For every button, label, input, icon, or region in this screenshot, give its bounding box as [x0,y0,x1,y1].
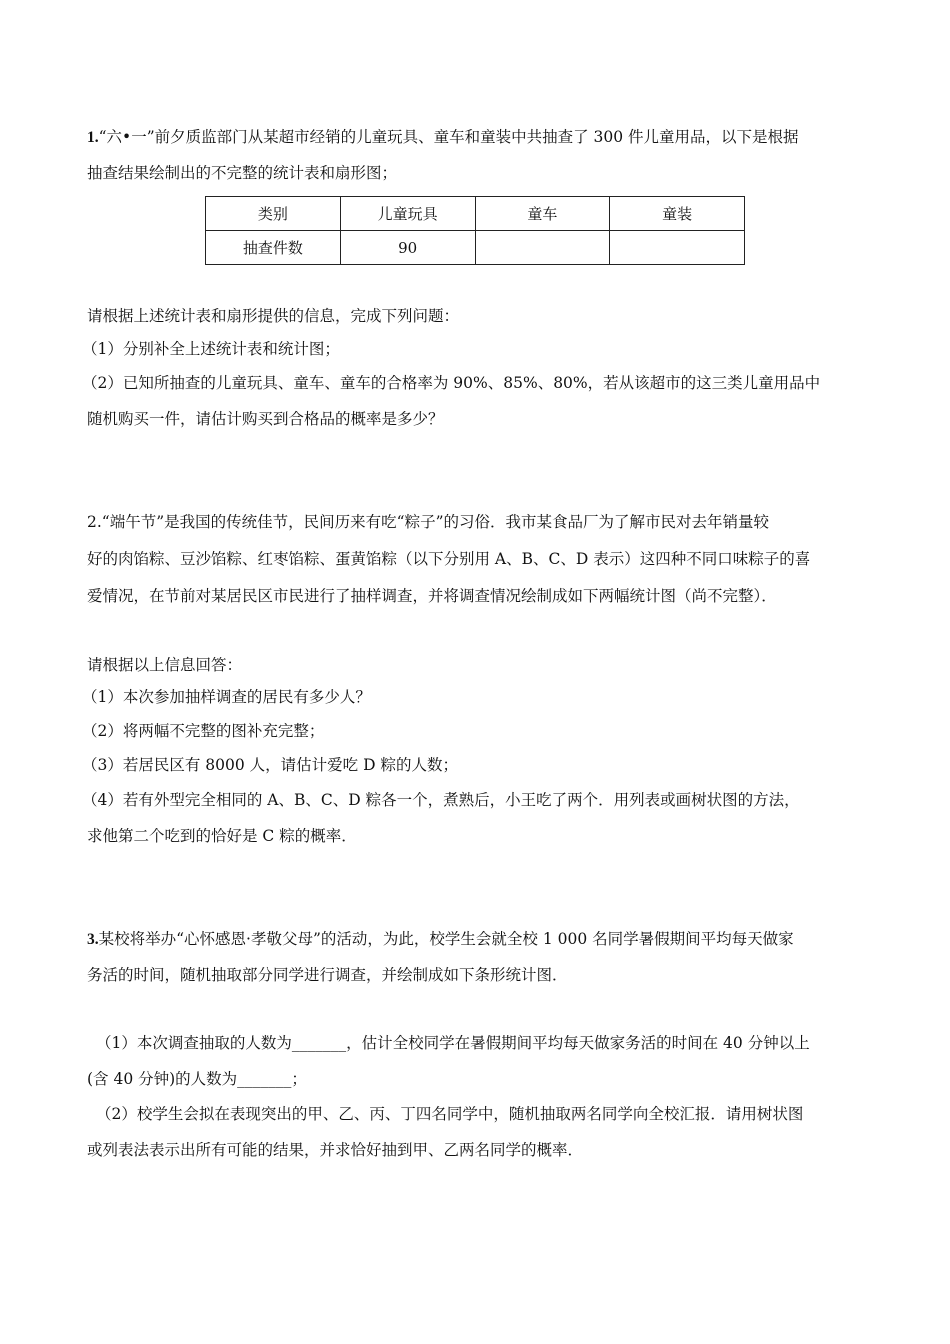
q2-sub4-line2: 求他第二个吃到的恰好是 C 粽的概率． [87,827,357,845]
table-header-cell: 童装 [610,197,745,231]
q3-line2: 务活的时间，随机抽取部分同学进行调查，并绘制成如下条形统计图． [87,966,568,984]
table-header-cell: 儿童玩具 [340,197,475,231]
q3-number: 3. [87,931,99,948]
q2-sub3: （3）若居民区有 8000 人，请估计爱吃 D 粽的人数； [82,756,458,774]
q3-sub2-line1: （2）校学生会拟在表现突出的甲、乙、丙、丁四名同学中，随机抽取两名同学向全校汇报．请用树状图 [96,1105,804,1123]
table-cell: 90 [340,231,475,265]
q1-stats-table [205,196,745,265]
q3-line1: 3.某校将举办“心怀感恩·孝敬父母”的活动，为此，校学生会就全校 1 000 名同学暑假期间平均每天做家 [87,930,794,948]
q3-sub1-line1: （1）本次调查抽取的人数为_______，估计全校同学在暑假期间平均每天做家务活的时间在 40 分钟以上 [96,1034,810,1052]
q2-line2: 好的肉馅粽、豆沙馅粽、红枣馅粽、蛋黄馅粽（以下分别用 A、B、C、D 表示）这四种不同口味粽子的喜 [87,550,811,568]
q2-line3: 爱情况，在节前对某居民区市民进行了抽样调查，并将调查情况绘制成如下两幅统计图（尚不完整）． [87,587,777,605]
q1-sub2-line2: 随机购买一件，请估计购买到合格品的概率是多少？ [87,410,444,428]
table-cell [610,231,745,265]
table-cell [475,231,610,265]
q1-number: 1. [87,129,99,146]
q2-sub1: （1）本次参加抽样调查的居民有多少人？ [82,688,371,706]
table-row-label: 抽查件数 [206,231,341,265]
q1-sub2-line1: （2）已知所抽查的儿童玩具、童车、童车的合格率为 90%、85%、80%，若从该超市的这三类儿童用品中 [82,374,821,392]
q2-sub2: （2）将两幅不完整的图补充完整； [82,722,325,740]
q1-sub1: （1）分别补全上述统计表和统计图； [82,340,340,358]
table-header-cell: 类别 [206,197,341,231]
q2-line1: 2.“端午节”是我国的传统佳节，民间历来有吃“粽子”的习俗．我市某食品厂为了解市民对去年销量较 [87,513,769,531]
table-header-row [206,197,745,231]
table-header-cell: 童车 [475,197,610,231]
q2-sub4-line1: （4）若有外型完全相同的 A、B、C、D 粽各一个，煮熟后，小王吃了两个．用列表或画树状图的方法， [82,791,800,809]
q3-sub1-line2: (含 40 分钟)的人数为_______； [87,1070,307,1088]
q1-line2: 抽查结果绘制出的不完整的统计表和扇形图； [87,164,398,182]
table-row [206,231,745,265]
q2-number: 2. [87,513,102,531]
q1-line1: 1.“六•一”前夕质监部门从某超市经销的儿童玩具、童车和童装中共抽查了 300 件儿童用品，以下是根据 [87,128,799,146]
q1-prompt: 请根据上述统计表和扇形提供的信息，完成下列问题： [87,307,460,325]
q3-sub2-line2: 或列表法表示出所有可能的结果，并求恰好抽到甲、乙两名同学的概率． [87,1141,584,1159]
q2-prompt: 请根据以上信息回答： [87,656,243,674]
